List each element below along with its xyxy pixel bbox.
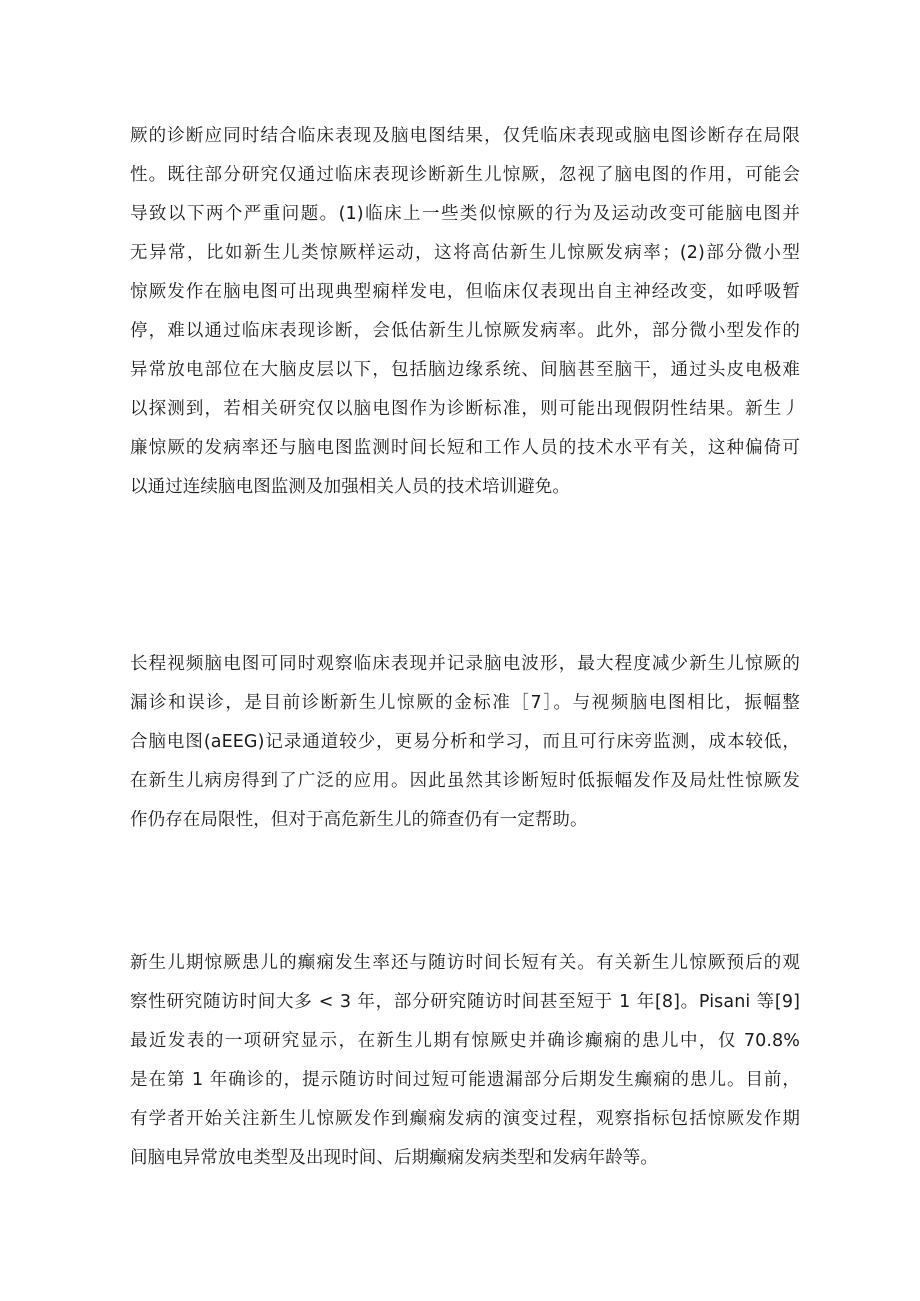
text-line: 察性研究随访时间大多 < 3 年，部分研究随访时间甚至短于 1 年[8]。Pisani 等[9]	[130, 992, 800, 1012]
text-line: 性。既往部分研究仅通过临床表现诊断新生儿惊厥，忽视了脑电图的作用，可能会	[130, 165, 800, 185]
text-line: 在新生儿病房得到了广泛的应用。因此虽然其诊断短时低振幅发作及局灶性惊厥发	[130, 771, 800, 791]
text-line: 最近发表的一项研究显示，在新生儿期有惊厥史并确诊癫痫的患儿中，仅 70.8%	[130, 1031, 800, 1051]
text-line: 廉惊厥的发病率还与脑电图监测时间长短和工作人员的技术水平有关，这种偏倚可	[130, 438, 800, 458]
text-line: 以通过连续脑电图监测及加强相关人员的技术培训避免。	[130, 477, 570, 497]
text-line: 有学者开始关注新生儿惊厥发作到癫痫发病的演变过程，观察指标包括惊厥发作期	[130, 1109, 800, 1129]
text-line: 厥的诊断应同时结合临床表现及脑电图结果，仅凭临床表现或脑电图诊断存在局限	[130, 126, 800, 146]
text-line: 异常放电部位在大脑皮层以下，包括脑边缘系统、间脑甚至脑干，通过头皮电极难	[130, 360, 800, 380]
text-line: 停，难以通过临床表现诊断，会低估新生儿惊厥发病率。此外，部分微小型发作的	[130, 321, 800, 341]
text-line: 是在第 1 年确诊的，提示随访时间过短可能遗漏部分后期发生癫痫的患儿。目前，	[130, 1070, 800, 1090]
text-line: 以探测到，若相关研究仅以脑电图作为诊断标准，则可能出现假阴性结果。新生丿	[130, 399, 800, 419]
text-line: 新生儿期惊厥患儿的癫痫发生率还与随访时间长短有关。有关新生儿惊厥预后的观	[130, 953, 800, 973]
text-line: 长程视频脑电图可同时观察临床表现并记录脑电波形，最大程度减少新生儿惊厥的	[130, 654, 800, 674]
text-line: 合脑电图(aEEG)记录通道较少，更易分析和学习，而且可行床旁监测，成本较低，	[130, 732, 800, 752]
text-line: 惊厥发作在脑电图可出现典型痫样发电，但临床仅表现出自主神经改变，如呼吸暂	[130, 282, 800, 302]
paragraph-seizure-diagnosis	[130, 117, 800, 507]
paragraph-video-eeg	[130, 645, 800, 840]
text-line: 间脑电异常放电类型及出现时间、后期癫痫发病类型和发病年龄等。	[130, 1148, 658, 1168]
text-line: 无异常，比如新生儿类惊厥样运动，这将高估新生儿惊厥发病率；(2)部分微小型	[130, 243, 800, 263]
text-line: 作仍存在局限性，但对于高危新生儿的筛查仍有一定帮助。	[130, 810, 588, 830]
paragraph-follow-up	[130, 944, 800, 1178]
text-line: 导致以下两个严重问题。(1)临床上一些类似惊厥的行为及运动改变可能脑电图并	[130, 204, 800, 224]
text-line: 漏诊和误诊，是目前诊断新生儿惊厥的金标准［7］。与视频脑电图相比，振幅整	[130, 693, 800, 713]
